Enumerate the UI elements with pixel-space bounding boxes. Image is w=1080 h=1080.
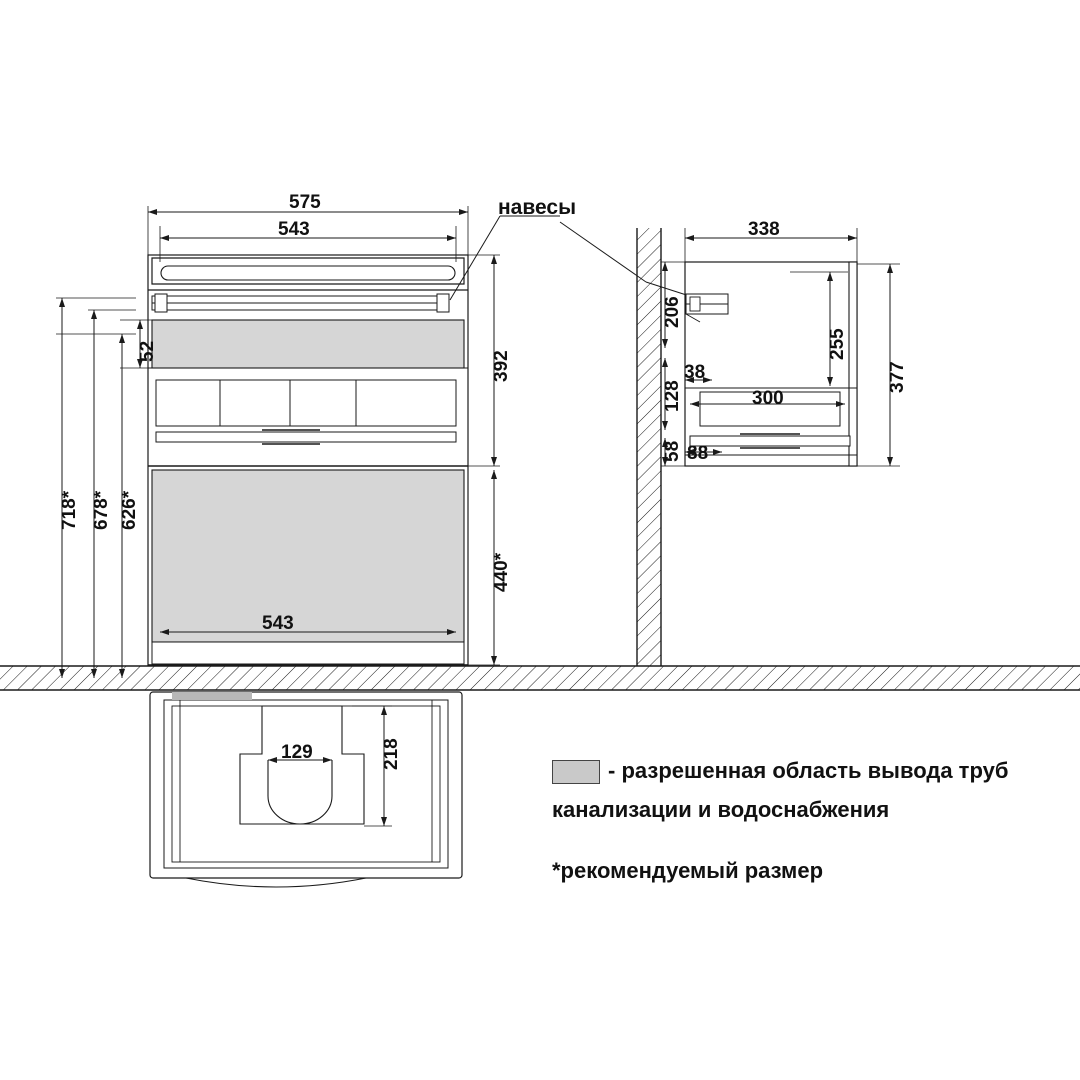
dim-body-width-top-543: 543 [278,219,310,240]
legend-line-1: - разрешенная область вывода труб [608,758,1009,783]
dim-height-128: 128 [662,380,683,412]
legend-footnote: *рекомендуемый размер [552,858,824,883]
dim-depth-338: 338 [748,219,780,240]
dim-height-718: 718* [59,490,80,530]
dim-height-377: 377 [887,361,908,393]
dim-cutout-width-129: 129 [281,742,313,763]
dim-height-626: 626* [119,490,140,530]
dim-drawer-front-52: 52 [137,340,158,362]
dim-depth-300: 300 [752,388,784,409]
dim-height-206: 206 [662,296,683,328]
dim-height-255: 255 [827,328,848,360]
legend-color-swatch [552,760,600,784]
dim-body-width-bottom-543: 543 [262,613,294,634]
dim-overall-width-575: 575 [289,192,321,213]
dim-height-678: 678* [91,490,112,530]
dim-offset-88: 88 [687,443,709,464]
legend-line-2: канализации и водоснабжения [552,797,890,822]
dim-offset-38: 38 [684,362,706,383]
callout-hinges: навесы [498,196,577,219]
dim-upper-block-392: 392 [491,350,512,382]
dim-lower-block-440: 440* [491,552,512,592]
dim-height-58: 58 [662,440,683,462]
dim-cutout-depth-218: 218 [381,738,402,770]
